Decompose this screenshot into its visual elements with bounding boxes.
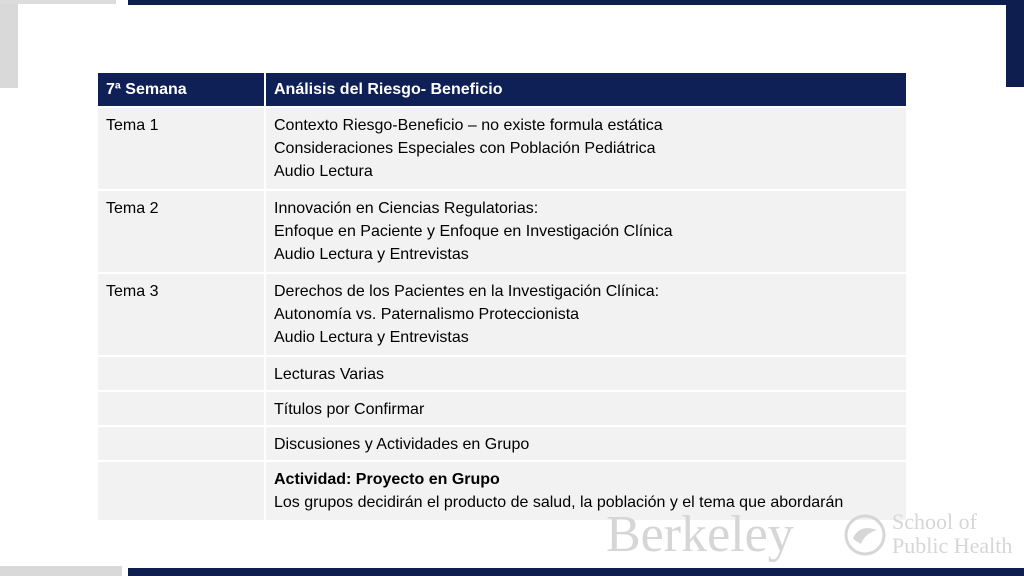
logo-school-line2: Public Health [892,533,1013,558]
row-content [266,425,906,460]
content-line: Audio Lectura y Entrevistas [274,246,469,263]
table-row [98,390,906,425]
table-row [98,425,906,460]
left-gray-bar [0,4,18,88]
content-line: Derechos de los Pacientes en la Investigación Clínica: [274,283,660,300]
row-content [266,106,906,189]
content-line: Discusiones y Actividades en Grupo [274,436,530,453]
table-row [98,272,906,355]
logo-wordmark: Berkeley [606,506,794,563]
content-line: Innovación en Ciencias Regulatorias: [274,200,539,217]
content-line: Autonomía vs. Paternalismo Proteccionista [274,306,580,323]
logo-school-line1: School of [892,509,977,534]
row-label [98,460,266,520]
header-topic-title: Análisis del Riesgo- Beneficio [266,73,906,106]
top-navy-bar [128,0,1024,5]
right-navy-bar [1006,5,1024,87]
content-line: Audio Lectura [274,163,373,180]
row-label: Tema 2 [98,189,266,272]
seal-icon [844,514,886,556]
table-row [98,106,906,189]
activity-title: Actividad: Proyecto en Grupo [274,471,500,488]
week-schedule-table [98,73,906,520]
row-label: Tema 3 [98,272,266,355]
row-content [266,355,906,390]
content-line: Lecturas Varias [274,366,384,383]
table-row [98,189,906,272]
row-content [266,189,906,272]
row-content [266,272,906,355]
row-label [98,425,266,460]
row-label: Tema 1 [98,106,266,189]
row-content [266,390,906,425]
row-label [98,355,266,390]
logo-school-text [892,510,1012,558]
table-row [98,355,906,390]
content-line: Consideraciones Especiales con Población Pediátrica [274,140,656,157]
bottom-left-gray-bar [0,566,122,576]
header-week: 7ª Semana [98,73,266,106]
content-line: Enfoque en Paciente y Enfoque en Investigación Clínica [274,223,673,240]
berkeley-public-health-logo [604,506,1020,568]
content-line: Audio Lectura y Entrevistas [274,329,469,346]
row-label [98,390,266,425]
bottom-navy-bar [128,568,1024,576]
content-line: Títulos por Confirmar [274,401,425,418]
content-line: Contexto Riesgo-Beneficio – no existe formula estática [274,117,663,134]
content-line: Los grupos decidirán el producto de salud, la población y el tema que abordarán [274,494,844,511]
table-header-row [98,73,906,106]
